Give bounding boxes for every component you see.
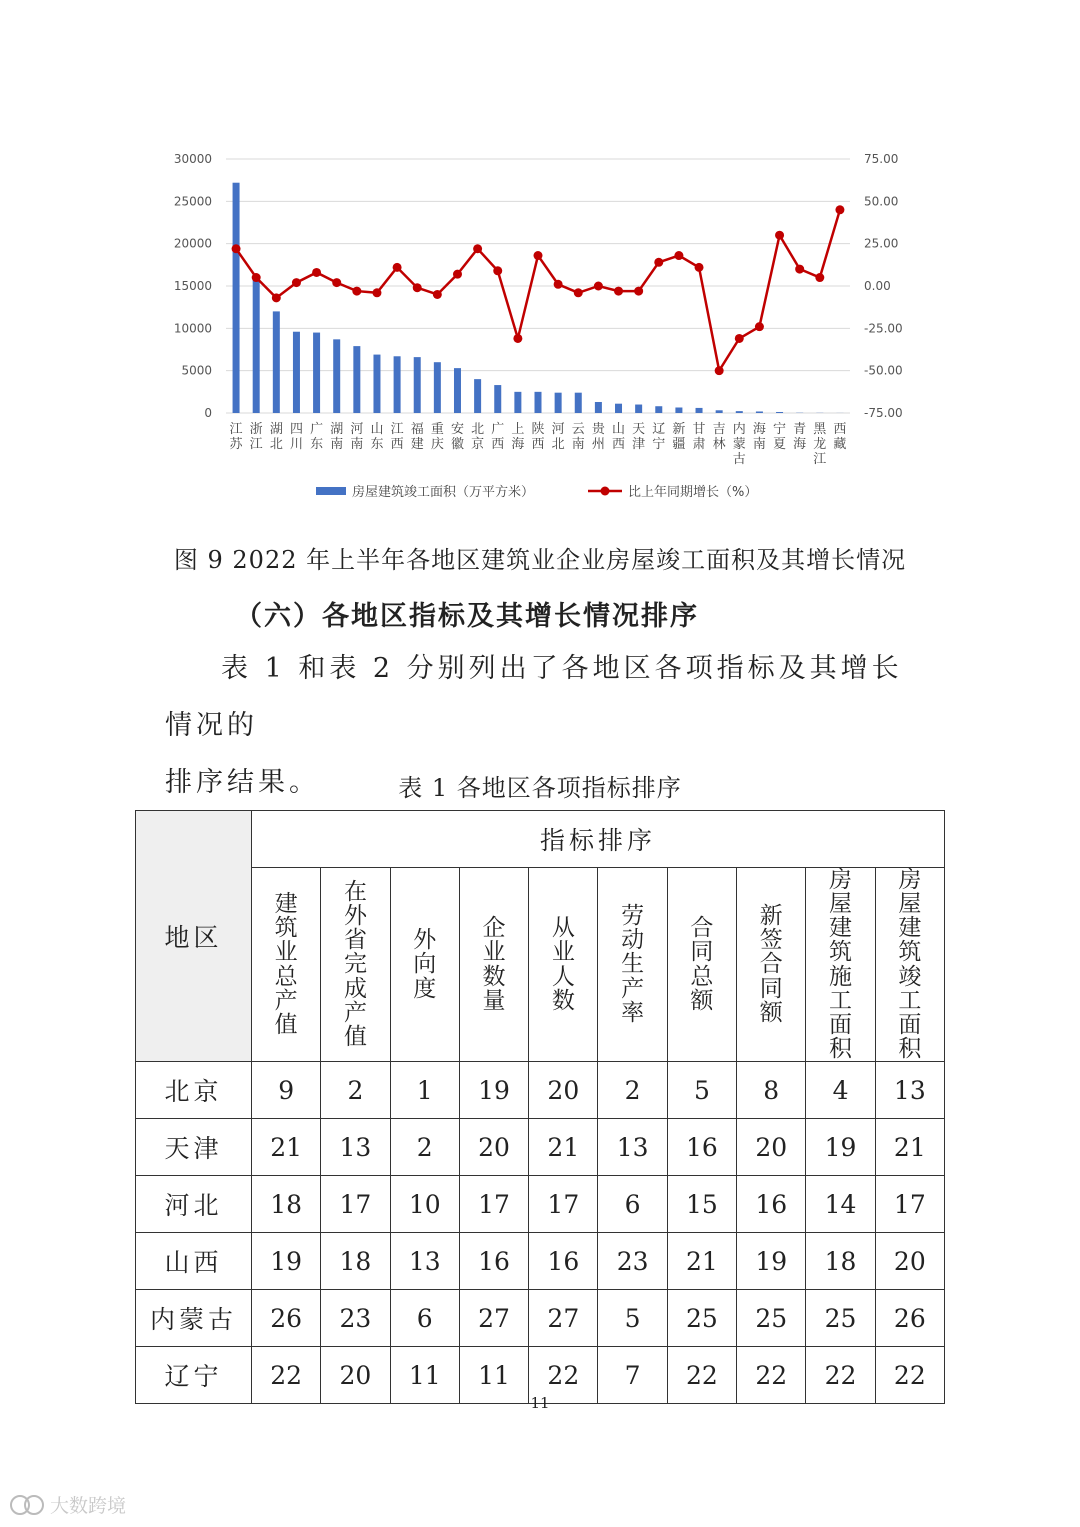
- legend-line-marker: [601, 487, 610, 496]
- indicator-header-text: 新签合同额: [759, 903, 783, 1026]
- right-axis-tick-label: 25.00: [864, 236, 899, 251]
- bar: [655, 406, 662, 413]
- line-point: [674, 251, 683, 260]
- x-axis-label-char: 古: [732, 452, 746, 467]
- rank-cell: 2: [321, 1062, 390, 1119]
- bar: [474, 379, 481, 413]
- rank-cell: 25: [667, 1290, 736, 1347]
- left-axis-tick-label: 20000: [173, 236, 212, 251]
- x-axis-label-char: 陕: [531, 422, 545, 437]
- bar: [595, 402, 602, 413]
- rank-cell: 17: [529, 1176, 598, 1233]
- rank-cell: 18: [806, 1233, 875, 1290]
- watermark-logo-icon: [11, 1496, 43, 1514]
- x-axis-label-char: 北: [269, 437, 283, 452]
- bar: [535, 392, 542, 413]
- rank-cell: 1: [390, 1062, 459, 1119]
- growth-line: [236, 210, 840, 371]
- bar: [615, 404, 622, 413]
- x-axis-label-char: 江: [229, 422, 243, 437]
- right-axis-tick-label: -25.00: [864, 321, 903, 336]
- figure-caption: 图 9 2022 年上半年各地区建筑业企业房屋竣工面积及其增长情况: [173, 546, 907, 574]
- rank-cell: 5: [598, 1290, 667, 1347]
- bar: [233, 183, 240, 413]
- bar: [716, 410, 723, 413]
- table-caption: 表 1 各地区各项指标排序: [398, 774, 682, 802]
- rank-cell: 21: [529, 1119, 598, 1176]
- rank-cell: 11: [390, 1347, 459, 1404]
- bar: [675, 407, 682, 413]
- region-name: 河北: [136, 1176, 252, 1233]
- rank-cell: 17: [321, 1176, 390, 1233]
- indicator-header: [875, 868, 944, 1062]
- indicator-header-text: 企业数量: [482, 915, 506, 1014]
- indicator-group-header: 指标排序: [252, 811, 945, 868]
- line-point: [695, 263, 704, 272]
- bar: [756, 411, 763, 413]
- left-axis-tick-label: 0: [204, 406, 212, 420]
- line-point: [252, 273, 261, 282]
- x-axis-label-char: 内: [732, 422, 746, 437]
- bar: [736, 411, 743, 413]
- section-heading: （六）各地区指标及其增长情况排序: [235, 601, 699, 632]
- line-point: [473, 244, 482, 253]
- x-axis-label-char: 川: [289, 437, 303, 452]
- ranking-table: [135, 810, 945, 1404]
- rank-cell: 15: [667, 1176, 736, 1233]
- indicator-header-text: 合同总额: [690, 915, 714, 1014]
- page-number: 11: [530, 1394, 550, 1412]
- line-point: [775, 231, 784, 240]
- right-axis-tick-label: 50.00: [864, 194, 899, 209]
- rank-cell: 4: [806, 1062, 875, 1119]
- x-axis-label-char: 宁: [773, 422, 787, 437]
- rank-cell: 22: [529, 1347, 598, 1404]
- x-axis-label-char: 河: [551, 422, 565, 437]
- watermark: [8, 1490, 158, 1520]
- bar: [253, 278, 260, 413]
- rank-cell: 23: [321, 1290, 390, 1347]
- x-axis-label-char: 浙: [249, 422, 263, 437]
- x-axis-label-char: 海: [511, 437, 525, 452]
- x-axis-label-char: 西: [833, 422, 847, 437]
- line-point: [815, 273, 824, 282]
- rank-cell: 27: [459, 1290, 528, 1347]
- table-row: [136, 1176, 945, 1233]
- legend-bar-label: 房屋建筑竣工面积（万平方米）: [352, 485, 535, 500]
- right-axis-tick-label: -75.00: [864, 406, 903, 420]
- x-axis-label-char: 湖: [269, 422, 283, 437]
- line-point: [735, 334, 744, 343]
- x-axis-label-char: 海: [752, 422, 766, 437]
- indicator-header-text: 劳动生产率: [621, 903, 645, 1026]
- rank-cell: 8: [737, 1062, 806, 1119]
- rank-cell: 17: [875, 1176, 944, 1233]
- rank-cell: 2: [598, 1062, 667, 1119]
- x-axis-label-char: 天: [632, 422, 646, 437]
- line-point: [715, 366, 724, 375]
- line-point: [574, 288, 583, 297]
- rank-cell: 22: [667, 1347, 736, 1404]
- x-axis-label-char: 京: [471, 437, 485, 452]
- x-axis-label-char: 津: [632, 437, 646, 452]
- rank-cell: 13: [875, 1062, 944, 1119]
- x-axis-label-char: 贵: [591, 422, 605, 437]
- region-name: 北京: [136, 1062, 252, 1119]
- rank-cell: 19: [252, 1233, 321, 1290]
- x-axis-label-char: 山: [612, 422, 626, 437]
- bar: [514, 392, 521, 413]
- chart-legend: [316, 484, 757, 500]
- rank-cell: 20: [459, 1119, 528, 1176]
- x-axis-label-char: 疆: [672, 437, 686, 452]
- indicator-header-row: [136, 868, 945, 1062]
- x-axis-label-char: 青: [793, 422, 807, 437]
- rank-cell: 20: [321, 1347, 390, 1404]
- bar: [555, 393, 562, 413]
- x-axis-label-char: 蒙: [732, 437, 746, 452]
- bar: [776, 412, 783, 413]
- line-point: [393, 263, 402, 272]
- line-point: [554, 280, 563, 289]
- x-axis-label-char: 河: [350, 422, 364, 437]
- x-axis-label-char: 西: [491, 437, 505, 452]
- paragraph-line-2: 排序结果。: [165, 767, 320, 798]
- x-axis-label-char: 北: [551, 437, 565, 452]
- rank-cell: 22: [252, 1347, 321, 1404]
- right-axis-tick-label: -50.00: [864, 363, 903, 378]
- table-row: [136, 1119, 945, 1176]
- x-axis-label-char: 西: [390, 437, 404, 452]
- bar: [313, 333, 320, 413]
- table-row: [136, 1062, 945, 1119]
- x-axis-label-char: 南: [350, 437, 364, 452]
- line-point: [272, 293, 281, 302]
- bar: [454, 368, 461, 413]
- bar: [373, 355, 380, 413]
- line-point: [453, 270, 462, 279]
- rank-cell: 11: [459, 1347, 528, 1404]
- rank-cell: 14: [806, 1176, 875, 1233]
- rank-cell: 9: [252, 1062, 321, 1119]
- indicator-header: [529, 868, 598, 1062]
- rank-cell: 6: [598, 1176, 667, 1233]
- rank-cell: 20: [875, 1233, 944, 1290]
- indicator-header-text: 建筑业总产值: [274, 891, 298, 1038]
- x-axis-label-char: 西: [612, 437, 626, 452]
- x-axis-label-char: 广: [310, 422, 324, 437]
- rank-cell: 19: [737, 1233, 806, 1290]
- x-axis-label-char: 南: [571, 437, 585, 452]
- rank-cell: 18: [321, 1233, 390, 1290]
- indicator-header-text: 房屋建筑施工面积: [829, 867, 853, 1062]
- legend-bar-swatch: [316, 487, 346, 495]
- table-row: [136, 1233, 945, 1290]
- line-point: [634, 287, 643, 296]
- rank-cell: 13: [390, 1233, 459, 1290]
- x-axis-label-char: 四: [289, 422, 303, 437]
- x-axis-label-char: 夏: [773, 437, 787, 452]
- x-axis-label-char: 江: [813, 452, 827, 467]
- indicator-header: [459, 868, 528, 1062]
- line-point: [372, 288, 381, 297]
- x-axis-label-char: 肃: [692, 437, 706, 452]
- left-axis-tick-label: 10000: [173, 321, 212, 336]
- x-axis-label-char: 东: [370, 437, 384, 452]
- x-axis-label-char: 湖: [330, 422, 344, 437]
- rank-cell: 22: [875, 1347, 944, 1404]
- ranking-table-body: [136, 1062, 945, 1404]
- rank-cell: 23: [598, 1233, 667, 1290]
- x-axis-label-char: 海: [793, 437, 807, 452]
- rank-cell: 16: [737, 1176, 806, 1233]
- rank-cell: 25: [806, 1290, 875, 1347]
- region-name: 辽宁: [136, 1347, 252, 1404]
- line-point: [312, 268, 321, 277]
- bar: [353, 346, 360, 413]
- rank-cell: 18: [252, 1176, 321, 1233]
- bar: [414, 357, 421, 413]
- left-axis-tick-label: 25000: [173, 194, 212, 209]
- line-point: [614, 287, 623, 296]
- line-point: [594, 282, 603, 291]
- region-header: 地区: [136, 811, 252, 1062]
- rank-cell: 27: [529, 1290, 598, 1347]
- rank-cell: 26: [252, 1290, 321, 1347]
- indicator-header: [321, 868, 390, 1062]
- watermark-text: 大数跨境: [50, 1495, 127, 1517]
- left-axis-tick-label: 15000: [173, 279, 212, 293]
- indicator-header-text: 房屋建筑竣工面积: [898, 867, 922, 1062]
- bar-series: [233, 183, 844, 413]
- rank-cell: 19: [459, 1062, 528, 1119]
- x-axis-label-char: 庆: [430, 437, 444, 452]
- x-axis-label-char: 宁: [652, 437, 666, 452]
- left-axis-tick-label: 5000: [181, 363, 212, 378]
- indicator-header: [252, 868, 321, 1062]
- line-point: [534, 251, 543, 260]
- x-axis-label-char: 南: [752, 437, 766, 452]
- bar: [434, 362, 441, 413]
- rank-cell: 16: [529, 1233, 598, 1290]
- bar: [575, 393, 582, 413]
- x-axis-label-char: 安: [450, 422, 464, 437]
- rank-cell: 21: [875, 1119, 944, 1176]
- rank-cell: 21: [252, 1119, 321, 1176]
- rank-cell: 17: [459, 1176, 528, 1233]
- growth-line-series: [232, 205, 845, 375]
- rank-cell: 22: [806, 1347, 875, 1404]
- x-axis-label-char: 重: [430, 422, 444, 437]
- x-axis-label-char: 吉: [712, 422, 726, 437]
- indicator-header-text: 外向度: [413, 927, 437, 1002]
- rank-cell: 13: [321, 1119, 390, 1176]
- bar: [394, 356, 401, 413]
- x-axis-label-char: 林: [712, 437, 726, 452]
- rank-cell: 13: [598, 1119, 667, 1176]
- x-axis-label-char: 黑: [813, 422, 827, 437]
- x-axis-label-char: 甘: [692, 422, 706, 437]
- x-axis-label-char: 上: [511, 422, 525, 437]
- rank-cell: 20: [737, 1119, 806, 1176]
- line-point: [755, 322, 764, 331]
- bar: [494, 385, 501, 413]
- x-axis-label-char: 辽: [652, 422, 666, 437]
- line-point: [332, 278, 341, 287]
- bar: [333, 339, 340, 413]
- rank-cell: 21: [667, 1233, 736, 1290]
- x-axis-label-char: 江: [249, 437, 263, 452]
- x-axis-label-char: 新: [672, 422, 686, 437]
- x-axis-label-char: 徽: [450, 437, 464, 452]
- rank-cell: 22: [737, 1347, 806, 1404]
- x-axis-label-char: 南: [330, 437, 344, 452]
- indicator-header: [390, 868, 459, 1062]
- left-axis-tick-label: 30000: [173, 152, 212, 166]
- right-axis-tick-label: 0.00: [864, 279, 891, 293]
- rank-cell: 25: [737, 1290, 806, 1347]
- legend-line-label: 比上年同期增长（%）: [628, 485, 758, 500]
- rank-cell: 16: [667, 1119, 736, 1176]
- right-axis-tick-label: 75.00: [864, 152, 899, 166]
- indicator-header-text: 从业人数: [551, 915, 575, 1014]
- rank-cell: 19: [806, 1119, 875, 1176]
- line-point: [232, 244, 241, 253]
- rank-cell: 20: [529, 1062, 598, 1119]
- x-axis-label-char: 龙: [813, 437, 827, 452]
- indicator-header: [667, 868, 736, 1062]
- x-axis-label-char: 东: [310, 437, 324, 452]
- rank-cell: 5: [667, 1062, 736, 1119]
- region-name: 天津: [136, 1119, 252, 1176]
- line-point: [433, 290, 442, 299]
- line-point: [292, 278, 301, 287]
- region-name: 山西: [136, 1233, 252, 1290]
- indicator-header: [598, 868, 667, 1062]
- region-name: 内蒙古: [136, 1290, 252, 1347]
- x-axis-label-char: 云: [571, 422, 585, 437]
- line-point: [493, 266, 502, 275]
- indicator-header: [806, 868, 875, 1062]
- rank-cell: 16: [459, 1233, 528, 1290]
- line-point: [352, 287, 361, 296]
- line-point: [413, 283, 422, 292]
- x-axis-label-char: 苏: [229, 437, 243, 452]
- rank-cell: 26: [875, 1290, 944, 1347]
- indicator-header-text: 在外省完成产值: [343, 879, 367, 1050]
- rank-cell: 2: [390, 1119, 459, 1176]
- line-point: [835, 205, 844, 214]
- x-axis-label-char: 州: [591, 437, 605, 452]
- x-axis-label-char: 江: [390, 422, 404, 437]
- completion-area-chart: [0, 0, 1080, 515]
- x-axis-label-char: 山: [370, 422, 384, 437]
- bar: [696, 408, 703, 413]
- x-axis-label-char: 建: [410, 437, 424, 452]
- rank-cell: 10: [390, 1176, 459, 1233]
- bar: [273, 311, 280, 413]
- line-point: [795, 265, 804, 274]
- x-axis-label-char: 藏: [833, 437, 847, 452]
- bar: [635, 405, 642, 413]
- rank-cell: 6: [390, 1290, 459, 1347]
- line-point: [654, 258, 663, 267]
- x-axis-label-char: 北: [471, 422, 485, 437]
- x-axis-label-char: 广: [491, 422, 505, 437]
- x-axis-labels: [230, 421, 847, 467]
- rank-cell: 7: [598, 1347, 667, 1404]
- table-row: [136, 1290, 945, 1347]
- line-point: [513, 334, 522, 343]
- x-axis-label-char: 西: [531, 437, 545, 452]
- x-axis-label-char: 福: [410, 422, 424, 437]
- paragraph-line-1: 表 1 和表 2 分别列出了各地区各项指标及其增长情况的: [165, 653, 903, 741]
- bar: [293, 332, 300, 413]
- indicator-header: [737, 868, 806, 1062]
